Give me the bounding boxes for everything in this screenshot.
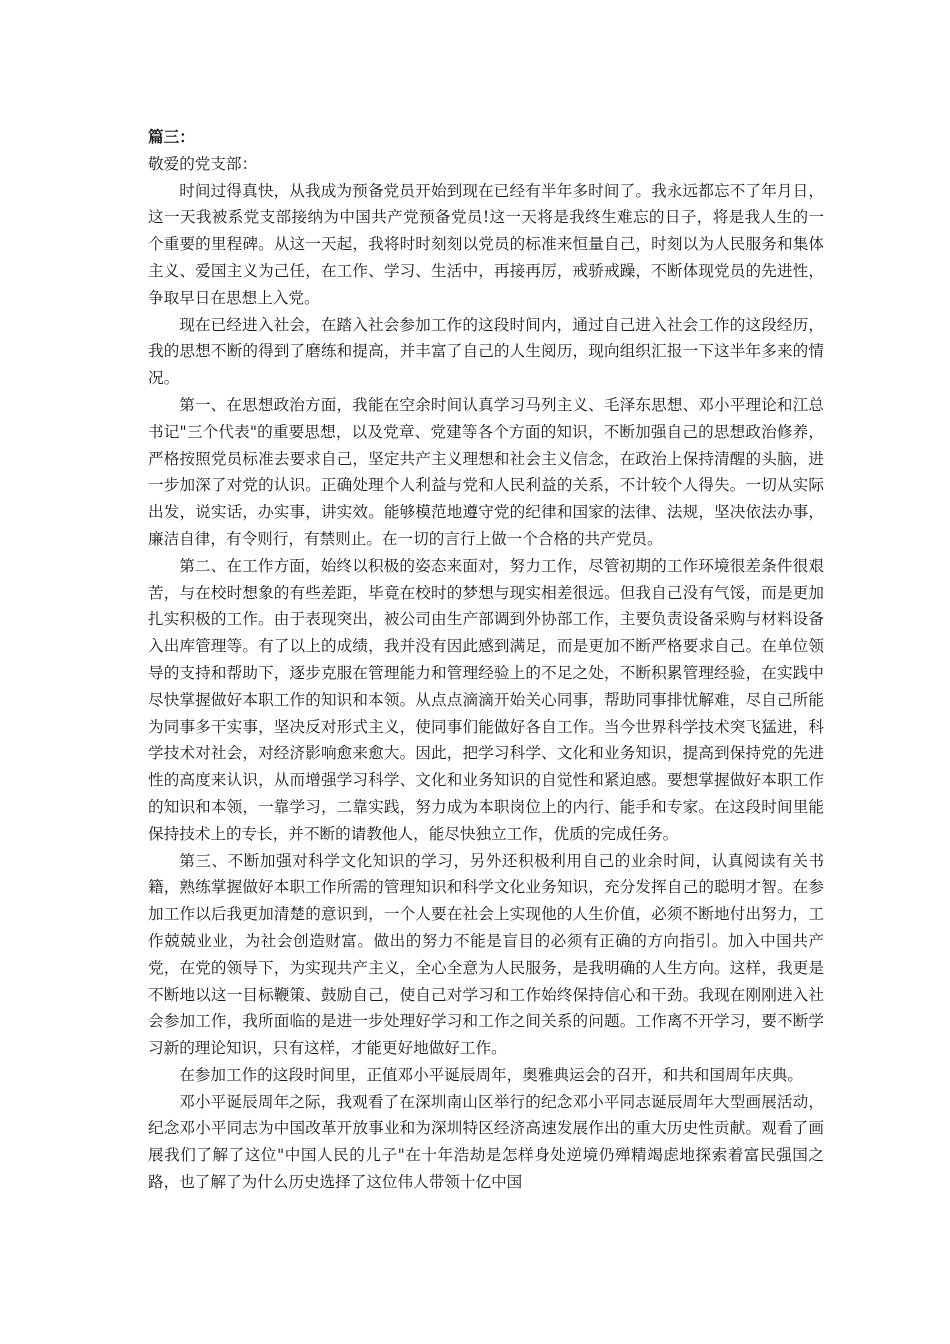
salutation: 敬爱的党支部：: [148, 154, 258, 173]
paragraph-work: 第二、在工作方面，始终以积极的姿态来面对，努力工作，尽管初期的工作环境很差条件很艰苦，与在校时想象的有些差距，毕竟在校时的梦想与现实相差很远。但我自己没有气馁，而是更加扎实积极的工作。由于表现突出，被公司由生产部调到外协部工作，主要负责设备采购与材料设备入出库管理等。有了以上的成绩，我并没有因此感到满足，而是更加不断严格要求自己。在单位领导的支持和帮助下，逐步克服在管理能力和管理经验上的不足之处，不断积累管理经验，在实践中尽快掌握做好本职工作的知识和本领。从点点滴滴开始关心同事，帮助同事排忧解难，尽自己所能为同事多干实事，坚决反对形式主义，使同事们能做好各自工作。当今世界科学技术突飞猛进，科学技术对社会，对经济影响愈来愈大。因此，把学习科学、文化和业务知识，提高到保持党的先进性的高度来认识，从而增强学习科学、文化和业务知识的自觉性和紧迫感。要想掌握做好本职工作的知识和本领，一靠学习，二靠实践，努力成为本职岗位上的内行、能手和专家。在这段时间里能保持技术上的专长，并不断的请教他人，能尽快独立工作，优质的完成任务。: [148, 556, 824, 843]
paragraph-intro: 时间过得真快，从我成为预备党员开始到现在已经有半年多时间了。我永远都忘不了年月日，这一天我被系党支部接纳为中国共产党预备党员!这一天将是我终生难忘的日子，将是我人生的一个重要的里程碑。从这一天起，我将时时刻刻以党员的标准来恒量自己，时刻以为人民服务和集体主义、爱国主义为己任，在工作、学习、生活中，再接再厉，戒骄戒躁，不断体现党员的先进性，争取早日在思想上入党。: [148, 181, 824, 307]
paragraph-overview: 现在已经进入社会，在踏入社会参加工作的这段时间内，通过自己进入社会工作的这段经历，我的思想不断的得到了磨练和提高，并丰富了自己的人生阅历，现向组织汇报一下这半年多来的情况。: [148, 315, 824, 388]
paragraph-political: 第一、在思想政治方面，我能在空余时间认真学习马列主义、毛泽东思想、邓小平理论和江总书记"三个代表"的重要思想，以及党章、党建等各个方面的知识，不断加强自己的思想政治修养，严格按照党员标准去要求自己，坚定共产主义理想和社会主义信念，在政治上保持清醒的头脑，进一步加深了对党的认识。正确处理个人利益与党和人民利益的关系，不计较个人得失。一切从实际出发，说实话，办实事，讲实效。能够模范地遵守党的纪律和国家的法律、法规，坚决依法办事，廉洁自律，有令则行，有禁则止。在一切的言行上做一个合格的共产党员。: [148, 395, 824, 548]
document-page: [148, 124, 824, 1196]
paragraph-events: 在参加工作的这段时间里，正值邓小平诞辰周年，奥雅典运会的召开，和共和国周年庆典。: [179, 1065, 803, 1084]
section-heading: 篇三：: [148, 127, 195, 146]
paragraph-study: 第三、不断加强对科学文化知识的学习，另外还积极利用自己的业余时间，认真阅读有关书籍，熟练掌握做好本职工作所需的管理知识和科学文化业务知识，充分发挥自己的聪明才智。在参加工作以后我更加清楚的意识到，一个人要在社会上实现他的人生价值，必须不断地付出努力，工作兢兢业业，为社会创造财富。做出的努力不能是盲目的必须有正确的方向指引。加入中国共产党，在党的领导下，为实现共产主义，全心全意为人民服务，是我明确的人生方向。这样，我更是不断地以这一目标鞭策、鼓励自己，使自己对学习和工作始终保持信心和干劲。我现在刚刚进入社会参加工作，我所面临的是进一步处理好学习和工作之间关系的问题。工作离不开学习，要不断学习新的理论知识，只有这样，才能更好地做好工作。: [148, 851, 824, 1058]
paragraph-exhibition: 邓小平诞辰周年之际，我观看了在深圳南山区举行的纪念邓小平同志诞辰周年大型画展活动，纪念邓小平同志为中国改革开放事业和为深圳特区经济高速发展作出的重大历史性贡献。观看了画展我们了解了这位"中国人民的儿子"在十年浩劫是怎样身处逆境仍殚精竭虑地探索着富民强国之路，也了解了为什么历史选择了这位伟人带领十亿中国: [148, 1092, 824, 1192]
